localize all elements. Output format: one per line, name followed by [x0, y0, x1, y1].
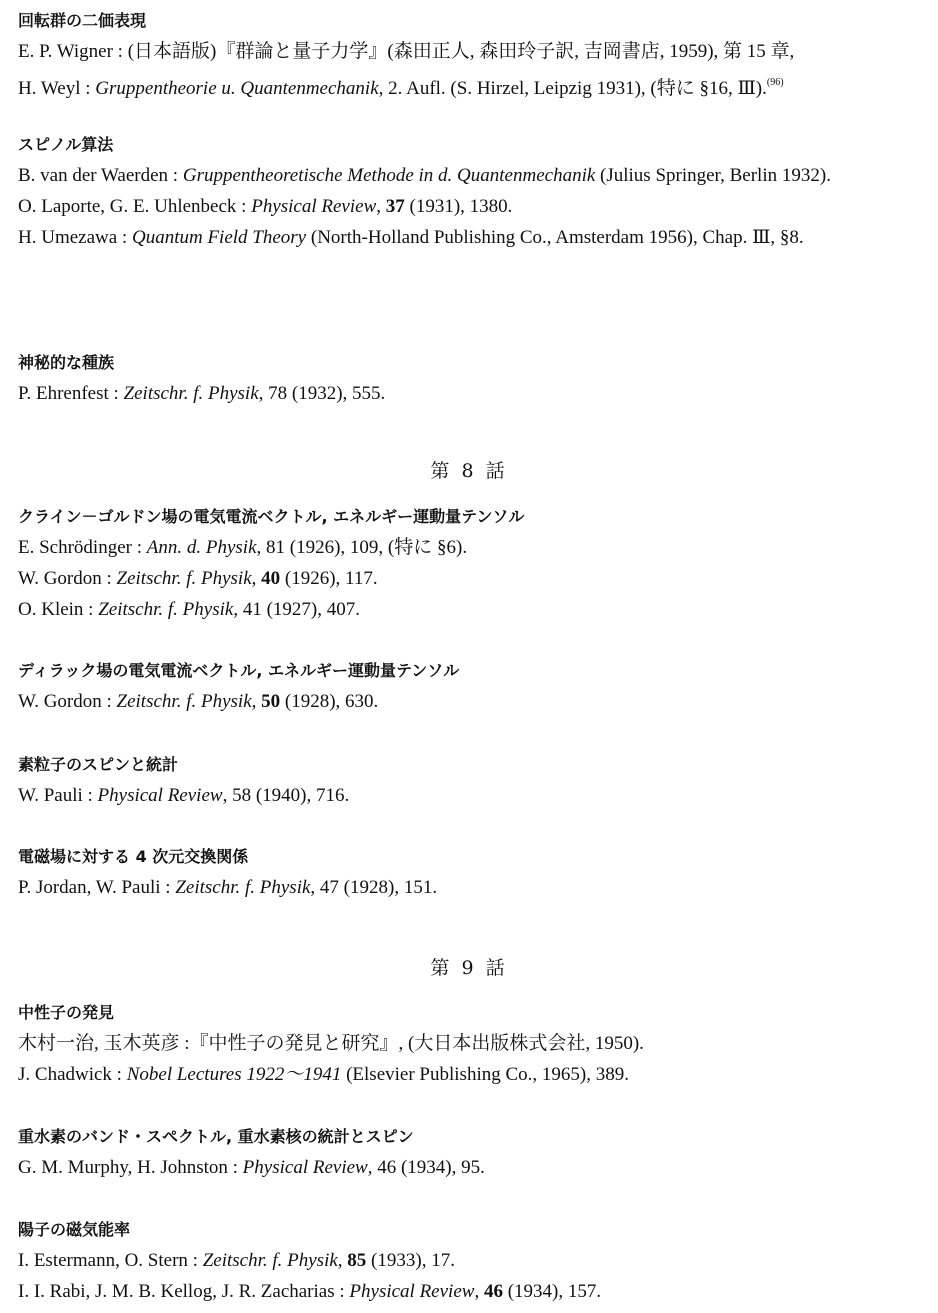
ref-details: (1934), 157. [502, 1281, 602, 1302]
reference-entry: E. Schrödinger : Ann. d. Physik, 81 (1926), 109, (特に §6). [18, 537, 468, 558]
ref-details: (1928), 630. [280, 691, 379, 712]
section-heading: ディラック場の電気電流ベクトル, エネルギー運動量テンソル [18, 661, 460, 680]
reference-entry: P. Jordan, W. Pauli : Zeitschr. f. Physik, 47 (1928), 151. [18, 877, 438, 898]
reference-entry [18, 160, 928, 191]
ref-title: Quantum Field Theory [131, 227, 307, 248]
reference-entry: W. Gordon : Zeitschr. f. Physik, 40 (1926), 117. [18, 568, 378, 589]
ref-details: (1927), 407. [261, 599, 360, 620]
reference-entry: W. Gordon : Zeitschr. f. Physik, 50 (1928), 630. [18, 691, 379, 712]
ref-title: Zeitschr. f. Physik [175, 877, 311, 898]
reference-entry: I. I. Rabi, J. M. B. Kellog, J. R. Zacharias : Physical Review, 46 (1934), 157. [18, 1281, 602, 1302]
section-heavy-hydrogen-spectrum [18, 1122, 928, 1183]
ref-details: (Julius Springer, Berlin 1932). [595, 165, 831, 186]
ref-volume: 37 [385, 196, 405, 217]
section-spinor-calculus [18, 130, 928, 253]
ref-details: (1933), 17. [366, 1250, 455, 1271]
ref-volume: 46 [483, 1281, 503, 1302]
ref-volume: 78 [268, 383, 288, 404]
section-two-valued-rotation [18, 6, 928, 104]
ref-authors: H. Umezawa : [18, 227, 132, 248]
reference-entry [18, 67, 928, 104]
ref-authors: O. Laporte, G. E. Uhlenbeck : [18, 196, 252, 217]
ref-title: Gruppentheoretische Methode in d. Quantenmechanik [182, 165, 596, 186]
ref-volume: 50 [261, 691, 281, 712]
ref-details: (1940), 716. [251, 785, 350, 806]
reference-entry [18, 36, 928, 67]
chapter-9-heading: 第 9 話 [430, 957, 508, 979]
ref-title: Zeitschr. f. Physik [116, 691, 252, 712]
ref-authors: P. Ehrenfest : [18, 383, 124, 404]
ref-details: (1931), 1380. [404, 196, 513, 217]
ref-authors: 木村一治, 玉木英彦 :『中性子の発見と研究』, (大日本出版株式会社, 1950). [18, 1033, 644, 1054]
ref-authors: W. Pauli : [18, 785, 98, 806]
ref-volume: 85 [347, 1250, 367, 1271]
reference-entry: O. Laporte, G. E. Uhlenbeck : Physical Review, 37 (1931), 1380. [18, 196, 513, 217]
ref-authors: J. Chadwick : [18, 1064, 127, 1085]
section-heading: クライン－ゴルドン場の電気電流ベクトル, エネルギー運動量テンソル [18, 507, 525, 526]
section-em-commutation [18, 842, 928, 903]
reference-entry [18, 1028, 928, 1059]
section-heading: 回転群の二価表現 [18, 11, 147, 30]
footnote-mark: (96) [766, 77, 784, 88]
ref-authors: W. Gordon : [18, 691, 117, 712]
ref-authors: E. P. Wigner : (日本語版)『群論と量子力学』(森田正人, 森田玲子訳, 吉岡書店, 1959), 第 15 章, [18, 41, 795, 62]
ref-title: Zeitschr. f. Physik [98, 599, 234, 620]
ref-authors: P. Jordan, W. Pauli : [18, 877, 176, 898]
section-neutron-discovery [18, 998, 928, 1090]
ref-details: (1926), 109, (特に §6). [285, 537, 468, 558]
ref-title: Physical Review [349, 1281, 475, 1302]
ref-title: Physical Review [97, 785, 223, 806]
ref-authors: I. Estermann, O. Stern : [18, 1250, 203, 1271]
ref-authors: G. M. Murphy, H. Johnston : [18, 1157, 243, 1178]
reference-entry [18, 222, 928, 253]
ref-authors: E. Schrödinger : [18, 537, 147, 558]
section-heading: 神秘的な種族 [18, 353, 115, 372]
section-heading: 素粒子のスピンと統計 [18, 755, 179, 774]
ref-title: Zeitschr. f. Physik [202, 1250, 338, 1271]
ref-authors: B. van der Waerden : [18, 165, 183, 186]
ref-title: Nobel Lectures 1922～1941 [126, 1064, 342, 1085]
ref-volume: 81 [266, 537, 286, 558]
ref-details: (1926), 117. [280, 568, 378, 589]
ref-details: (Elsevier Publishing Co., 1965), 389. [341, 1064, 629, 1085]
ref-volume: 58 [232, 785, 252, 806]
ref-volume: 47 [319, 877, 339, 898]
section-spin-statistics [18, 750, 928, 811]
ref-authors: W. Gordon : [18, 568, 117, 589]
ref-title: Physical Review [242, 1157, 368, 1178]
section-heading: 中性子の発見 [18, 1003, 115, 1022]
ref-volume: 40 [261, 568, 281, 589]
ref-title: Gruppentheorie u. Quantenmechanik [95, 78, 379, 99]
section-heading: スピノル算法 [18, 135, 114, 154]
ref-volume: 41 [242, 599, 262, 620]
reference-entry: W. Pauli : Physical Review, 58 (1940), 716. [18, 785, 350, 806]
ref-authors: O. Klein : [18, 599, 99, 620]
ref-title: Zeitschr. f. Physik [116, 568, 252, 589]
ref-details: (North-Holland Publishing Co., Amsterdam 1956), Chap. Ⅲ, §8. [306, 227, 804, 248]
reference-entry: O. Klein : Zeitschr. f. Physik, 41 (1927), 407. [18, 599, 360, 620]
section-mysterious-species [18, 348, 928, 409]
ref-title: Ann. d. Physik [146, 537, 257, 558]
ref-details: (1928), 151. [338, 877, 438, 898]
ref-title: Physical Review [251, 196, 377, 217]
reference-entry: G. M. Murphy, H. Johnston : Physical Review, 46 (1934), 95. [18, 1157, 485, 1178]
ref-authors: I. I. Rabi, J. M. B. Kellog, J. R. Zacharias : [18, 1281, 350, 1302]
reference-entry [18, 1059, 928, 1090]
section-heading: 重水素のバンド・スペクトル, 重水素核の統計とスピン [18, 1127, 414, 1146]
chapter-8-heading: 第 8 話 [430, 460, 508, 482]
ref-details: (1932), 555. [287, 383, 386, 404]
reference-entry: I. Estermann, O. Stern : Zeitschr. f. Physik, 85 (1933), 17. [18, 1250, 455, 1271]
ref-authors: H. Weyl : [18, 78, 96, 99]
ref-volume: 46 [377, 1157, 397, 1178]
section-klein-gordon-currents [18, 502, 928, 625]
ref-details: , 2. Aufl. (S. Hirzel, Leipzig 1931), (特に §16, Ⅲ). [378, 78, 767, 99]
section-heading: 電磁場に対する 4 次元交換関係 [18, 847, 249, 866]
ref-title: Zeitschr. f. Physik [123, 383, 259, 404]
section-dirac-currents [18, 656, 928, 717]
section-heading: 陽子の磁気能率 [18, 1220, 131, 1239]
section-proton-magnetic-moment [18, 1215, 928, 1307]
reference-entry: P. Ehrenfest : Zeitschr. f. Physik, 78 (1932), 555. [18, 383, 386, 404]
ref-details: (1934), 95. [396, 1157, 485, 1178]
